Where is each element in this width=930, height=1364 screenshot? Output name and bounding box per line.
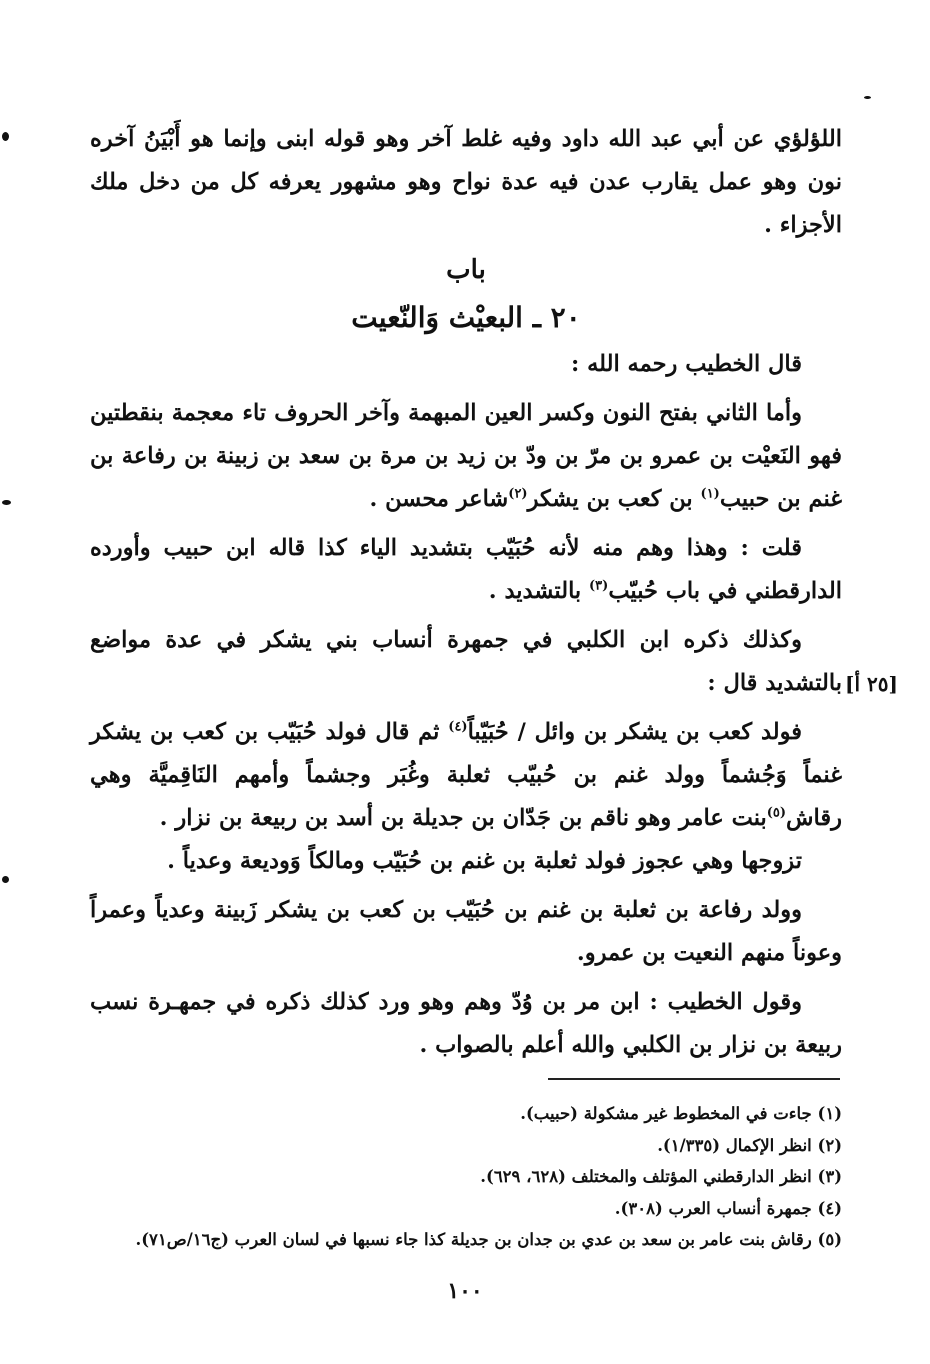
footnote-4: (٤) جمهرة أنساب العرب (٣٠٨).: [614, 1198, 842, 1218]
chapter-label: باب: [446, 255, 486, 285]
footnote-1: (١) جاءت في المخطوط غير مشكولة (حبيب).: [520, 1104, 842, 1123]
footnote-ref-3: (٣): [589, 578, 609, 594]
paragraph-text: بالتشديد .: [488, 578, 590, 604]
footnote-ref-1: (١): [700, 486, 720, 502]
chapter-title: ٢٠ ـ البعيْث وَالنّعيت: [351, 301, 581, 334]
paragraph-married: تزوجها وهي عجوز فولد ثعلبة بن غنم بن حُبَيّب ومالكاً وَوديعة وعدياً .: [167, 848, 802, 874]
scan-speck: [864, 96, 871, 99]
paragraph-khatib-saying: وقول الخطيب : ابن مر بن وُدّ وهم وهو ورد كذلك ذكره في جمهـرة نسب ربيعة بن نزار بن الكلبي والله أعلم بالصواب .: [90, 989, 842, 1058]
paragraph-text: فولد كعب بن يشكر بن وائل / حُبَيّباً: [467, 719, 802, 745]
footnote-2: (٢) انظر الإكمال (١/٣٣٥).: [657, 1135, 842, 1155]
paragraph-continuation: اللؤلؤي عن أبي عبد الله داود وفيه غلط آخر وهو قوله ابنى وإنما هو أَبْيَنُ آخره نون وهو عمل يقارب عدن فيه عدة نواح وهو مشهور يعرفه كل من دخل ملك الأجزاء .: [90, 126, 842, 238]
paragraph-text: شاعر محسن .: [369, 486, 509, 512]
paragraph-text: بنت عامر وهو ناقم بن جَدّان بن جديلة بن أسد بن ربيعة بن نزار .: [159, 805, 767, 831]
paragraph-text: وأما الثاني بفتح النون وكسر العين المبهمة وآخر الحروف تاء معجمة بنقطتين فهو النَعيْت بن عمرو بن مرّ بن ودّ بن زيد بن مرة بن سعد بن زبينة بن رفاعة بن غنم بن حبيب: [90, 400, 842, 512]
footnote-ref-4: (٤): [448, 719, 468, 735]
footnote-3: (٣) انظر الدارقطني المؤتلف والمختلف (٦٢٨، ٦٢٩).: [480, 1167, 842, 1186]
page-body: [90, 118, 842, 1067]
paragraph-kalbi: وكذلك ذكره ابن الكلبي في جمهرة أنساب بني يشكر في عدة مواضع بالتشديد قال :: [90, 627, 842, 696]
scan-speck: [2, 132, 9, 141]
footnote-5: (٥) رقاش بنت عامر بن سعد بن عدي بن جدان بن جديلة كذا جاء نسبها في لسان العرب (ج١٦/ص٧١).: [135, 1230, 842, 1249]
page-number: ١٠٠: [447, 1278, 483, 1304]
scan-speck: [2, 500, 11, 505]
paragraph-khatib-said: قال الخطيب رحمه الله :: [570, 351, 802, 377]
paragraph-qultu: [90, 527, 842, 613]
paragraph-text: قلت : وهذا وهم منه لأنه حُبَيّب بتشديد الياء كذا قاله ابن حبيب وأورده الدارقطني في باب حُبيّب: [90, 535, 842, 604]
paragraph-text: بن كعب بن يشكر: [527, 486, 701, 512]
paragraph-text: ثم قال فولد حُبَيّب بن كعب بن يشكر غنماً وَجُشماً وولد غنم بن حُبيّب ثعلبة وغُبَر وجشماً وأمهم النَاقِميَّة وهي رقاش: [90, 719, 842, 831]
paragraph-second-name: [90, 392, 842, 521]
footnote-ref-2: (٢): [508, 486, 528, 502]
margin-folio-reference: [٢٥ أ]: [845, 672, 898, 696]
footnote-separator: [548, 1078, 840, 1080]
paragraph-rifaa: وولد رفاعة بن ثعلبة بن غنم بن حُبَيّب بن كعب بن يشكر زَبينة وعدياً وعمراً وعوناً منهم النعيت بن عمرو.: [90, 897, 842, 966]
footnote-ref-5: (٥): [766, 805, 787, 821]
paragraph-genealogy: [90, 711, 842, 840]
scan-speck: [2, 876, 9, 883]
footnotes: [90, 1098, 842, 1256]
